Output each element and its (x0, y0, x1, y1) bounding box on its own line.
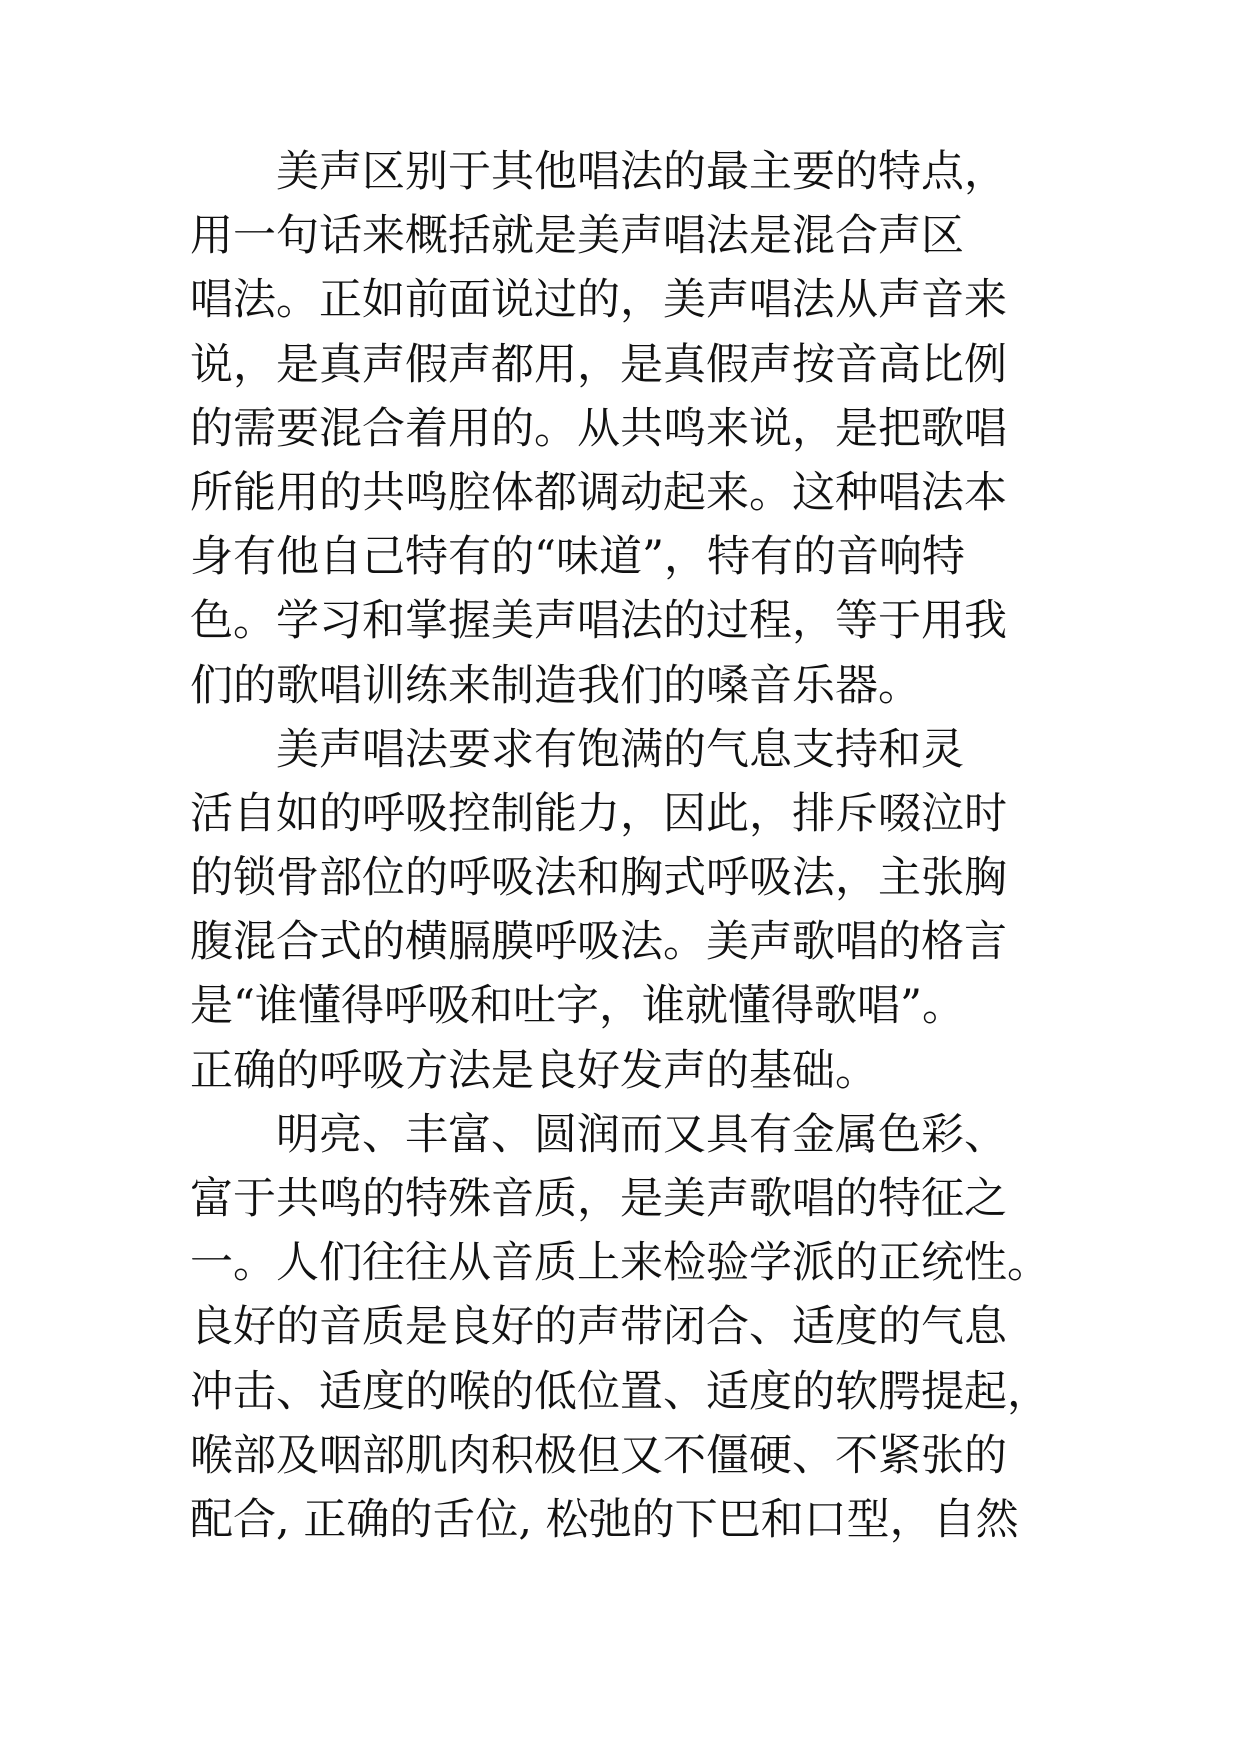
text-line: 喉部及咽部肌肉积极但又不僵硬、不紧张的 (190, 1430, 1007, 1481)
text-line: 所能用的共鸣腔体都调动起来。这种唱法本 (190, 467, 1007, 518)
text-line: 用一句话来概括就是美声唱法是混合声区 (190, 211, 964, 262)
text-line: 正确的呼吸方法是良好发声的基础。 (190, 1045, 878, 1096)
text-line: 说，是真声假声都用，是真假声按音高比例 (190, 339, 1007, 390)
text-line: 们的歌唱训练来制造我们的嗓音乐器。 (190, 660, 921, 711)
paragraph-2 (190, 718, 1090, 1103)
text-line: 是“谁懂得呼吸和吐字，谁就懂得歌唱”。 (190, 981, 965, 1032)
text-line: 活自如的呼吸控制能力，因此，排斥啜泣时 (190, 788, 1007, 839)
text-line: 的锁骨部位的呼吸法和胸式呼吸法，主张胸 (190, 853, 1007, 904)
text-line: 唱法。正如前面说过的，美声唱法从声音来 (190, 275, 1007, 326)
text-line: 美声唱法要求有饱满的气息支持和灵 (276, 724, 964, 775)
text-line: 富于共鸣的特殊音质，是美声歌唱的特征之 (190, 1174, 1007, 1224)
text-line: 冲击、适度的喉的低位置、适度的软腭提起， (190, 1366, 1050, 1417)
text-line: 腹混合式的横膈膜呼吸法。美声歌唱的格言 (190, 917, 1007, 968)
text-line: 身有他自己特有的“味道”，特有的音响特 (190, 532, 965, 583)
text-line: 的需要混合着用的。从共鸣来说，是把歌唱 (190, 403, 1007, 454)
paragraph-3 (190, 1103, 1090, 1552)
text-line: 良好的音质是良好的声带闭合、适度的气息 (190, 1302, 1007, 1353)
text-line: 明亮、丰富、圆润而又具有金属色彩、 (276, 1109, 1007, 1160)
text-line: 色。学习和掌握美声唱法的过程，等于用我 (190, 596, 1007, 647)
text-line: 美声区别于其他唱法的最主要的特点， (276, 147, 1007, 197)
text-line: 配合, 正确的舌位, 松弛的下巴和口型，自然 (190, 1494, 1019, 1545)
text-line: 一。人们往往从音质上来检验学派的正统性。 (190, 1238, 1050, 1289)
document-page (190, 140, 1090, 1552)
paragraph-1 (190, 140, 1090, 718)
